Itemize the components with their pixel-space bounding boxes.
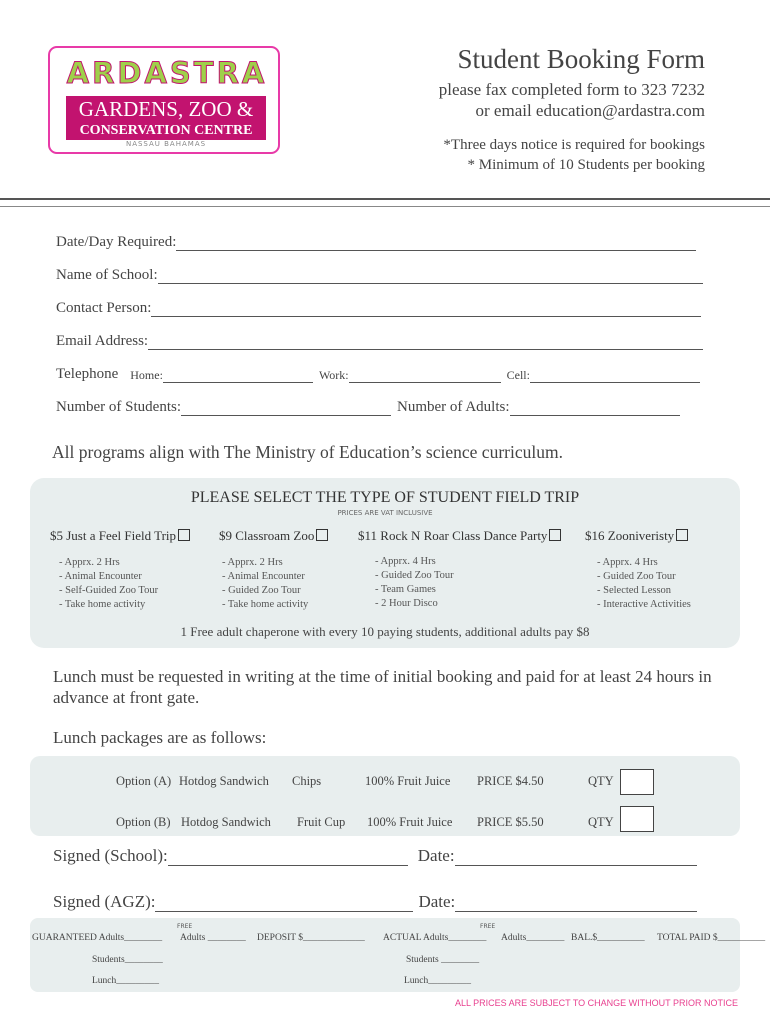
fax-instruction: please fax completed form to 323 7232 bbox=[438, 80, 705, 99]
lunch-option-b-main: Hotdog Sandwich bbox=[181, 815, 271, 829]
actual-adults: ACTUAL Adults________ bbox=[383, 933, 487, 943]
work-phone-input[interactable] bbox=[349, 368, 501, 383]
free-label-2: FREE bbox=[480, 923, 496, 930]
count-field bbox=[56, 399, 680, 416]
email-instruction: or email education@ardastra.com bbox=[475, 101, 705, 120]
school-field bbox=[56, 267, 703, 284]
header-divider-thin bbox=[0, 206, 770, 207]
list-item: - Team Games bbox=[375, 584, 436, 595]
date-label-2: Date: bbox=[418, 892, 456, 911]
work-label: Work: bbox=[318, 368, 349, 382]
list-item: - Guided Zoo Tour bbox=[222, 585, 301, 596]
list-item: - 2 Hour Disco bbox=[375, 598, 438, 609]
guaranteed-adults: GUARANTEED Adults________ bbox=[32, 933, 163, 943]
balance: BAL.$__________ bbox=[571, 933, 645, 943]
chaperone-note: 1 Free adult chaperone with every 10 paying students, additional adults pay $8 bbox=[180, 624, 590, 639]
home-phone-input[interactable] bbox=[163, 368, 313, 383]
list-item: - Self-Guided Zoo Tour bbox=[59, 585, 159, 596]
adults-label: Number of Adults: bbox=[397, 399, 510, 415]
signature-agz-input[interactable] bbox=[155, 895, 413, 912]
trip-option-label: $9 Classroam Zoo bbox=[219, 528, 315, 543]
checkbox-icon[interactable] bbox=[549, 529, 561, 541]
trip-option-label: $5 Just a Feel Field Trip bbox=[50, 528, 177, 543]
lunch-option-a-side: Chips bbox=[292, 774, 322, 788]
lunch-option-a-price: PRICE $4.50 bbox=[477, 774, 544, 788]
trip-option-rocknroar[interactable] bbox=[358, 528, 561, 544]
lunch-option-a-qty-input[interactable] bbox=[620, 769, 654, 795]
students-count-2: Students ________ bbox=[406, 955, 480, 965]
list-item: - Take home activity bbox=[59, 599, 146, 610]
contact-field bbox=[56, 300, 701, 317]
list-item: - Take home activity bbox=[222, 599, 309, 610]
email-field bbox=[56, 333, 703, 350]
trip-option-feel[interactable] bbox=[50, 528, 190, 544]
checkbox-icon[interactable] bbox=[676, 529, 688, 541]
trip-details-zooniversity bbox=[597, 556, 691, 612]
telephone-label: Telephone bbox=[56, 366, 119, 382]
list-item: - Animal Encounter bbox=[222, 571, 305, 582]
total-paid: TOTAL PAID $__________ bbox=[657, 933, 766, 943]
logo-location: NASSAU BAHAMAS bbox=[125, 140, 207, 148]
date-label: Date/Day Required: bbox=[56, 234, 177, 250]
list-item: - Interactive Activities bbox=[597, 599, 691, 610]
lunch-count-2: Lunch_________ bbox=[404, 976, 472, 986]
lunch-option-b-label: Option (B) bbox=[116, 815, 171, 829]
contact-input[interactable] bbox=[151, 302, 701, 317]
lunch-option-b-drink: 100% Fruit Juice bbox=[367, 815, 453, 829]
lunch-option-a-qty-label: QTY bbox=[588, 774, 614, 788]
free-adults-2: Adults________ bbox=[501, 933, 565, 943]
checkbox-icon[interactable] bbox=[316, 529, 328, 541]
cell-phone-input[interactable] bbox=[530, 368, 700, 383]
deposit: DEPOSIT $_____________ bbox=[257, 933, 365, 943]
lunch-instructions: Lunch must be requested in writing at the time of initial booking and paid for at least 24 hours in advance at front gate. bbox=[53, 667, 712, 707]
signature-school-date-input[interactable] bbox=[455, 849, 697, 866]
list-item: - Selected Lesson bbox=[597, 585, 672, 596]
trip-details-rocknroar bbox=[375, 555, 454, 611]
list-item: - Apprx. 2 Hrs bbox=[222, 557, 283, 568]
header-divider bbox=[0, 198, 770, 200]
students-count-1: Students________ bbox=[92, 955, 163, 965]
price-change-notice: ALL PRICES ARE SUBJECT TO CHANGE WITHOUT PRIOR NOTICE bbox=[454, 998, 738, 1008]
date-field bbox=[56, 234, 696, 251]
lunch-packages-label: Lunch packages are as follows: bbox=[53, 728, 267, 747]
date-input[interactable] bbox=[176, 236, 696, 251]
notice-days: *Three days notice is required for bookings bbox=[443, 137, 705, 153]
students-input[interactable] bbox=[181, 401, 391, 416]
list-item: - Guided Zoo Tour bbox=[597, 571, 676, 582]
lunch-count-1: Lunch_________ bbox=[92, 976, 160, 986]
lunch-option-b-qty-input[interactable] bbox=[620, 806, 654, 832]
free-label-1: FREE bbox=[177, 923, 193, 930]
signature-agz-row bbox=[53, 892, 697, 912]
lunch-option-a-main: Hotdog Sandwich bbox=[179, 774, 269, 788]
trip-details-classroom bbox=[222, 556, 308, 612]
ardastra-logo bbox=[48, 46, 280, 154]
logo-wordmark: ARDASTRA bbox=[66, 56, 268, 90]
list-item: - Apprx. 4 Hrs bbox=[597, 557, 658, 568]
students-label: Number of Students: bbox=[56, 399, 181, 415]
telephone-field bbox=[56, 366, 700, 383]
list-item: - Guided Zoo Tour bbox=[375, 570, 454, 581]
school-input[interactable] bbox=[158, 269, 703, 284]
school-label: Name of School: bbox=[56, 267, 158, 283]
list-item: - Apprx. 4 Hrs bbox=[375, 556, 436, 567]
date-label-1: Date: bbox=[417, 846, 455, 865]
cell-label: Cell: bbox=[506, 368, 530, 382]
trip-option-classroom[interactable] bbox=[219, 528, 328, 544]
vat-note: PRICES ARE VAT INCLUSIVE bbox=[337, 509, 433, 517]
form-title: Student Booking Form bbox=[457, 44, 705, 74]
signature-agz-label: Signed (AGZ): bbox=[53, 892, 156, 911]
lunch-option-a-label: Option (A) bbox=[116, 774, 172, 788]
email-label: Email Address: bbox=[56, 333, 149, 349]
curriculum-statement: All programs align with The Ministry of Education’s science curriculum. bbox=[52, 442, 563, 462]
lunch-option-b-qty-label: QTY bbox=[588, 815, 614, 829]
trip-section-title: PLEASE SELECT THE TYPE OF STUDENT FIELD TRIP bbox=[190, 489, 580, 506]
signature-agz-date-input[interactable] bbox=[455, 895, 697, 912]
trip-details-feel bbox=[59, 556, 158, 612]
contact-label: Contact Person: bbox=[56, 300, 152, 316]
email-input[interactable] bbox=[148, 335, 703, 350]
logo-subtitle-1: GARDENS, ZOO & bbox=[66, 96, 266, 122]
checkbox-icon[interactable] bbox=[178, 529, 190, 541]
logo-subtitle-2: CONSERVATION CENTRE bbox=[66, 122, 266, 140]
lunch-option-b-price: PRICE $5.50 bbox=[477, 815, 544, 829]
trip-option-zooniversity[interactable] bbox=[585, 528, 688, 544]
signature-school-label: Signed (School): bbox=[53, 846, 168, 865]
trip-option-label: $16 Zooniveristy bbox=[585, 528, 675, 543]
signature-school-input[interactable] bbox=[168, 849, 408, 866]
home-label: Home: bbox=[130, 368, 163, 382]
list-item: - Apprx. 2 Hrs bbox=[59, 557, 120, 568]
notice-minimum: * Minimum of 10 Students per booking bbox=[467, 157, 705, 173]
signature-school-row bbox=[53, 846, 697, 866]
trip-option-label: $11 Rock N Roar Class Dance Party bbox=[358, 528, 548, 543]
lunch-option-b-side: Fruit Cup bbox=[297, 815, 346, 829]
lunch-option-a-drink: 100% Fruit Juice bbox=[365, 774, 451, 788]
free-adults-1: Adults ________ bbox=[180, 933, 246, 943]
adults-input[interactable] bbox=[510, 401, 680, 416]
list-item: - Animal Encounter bbox=[59, 571, 142, 582]
